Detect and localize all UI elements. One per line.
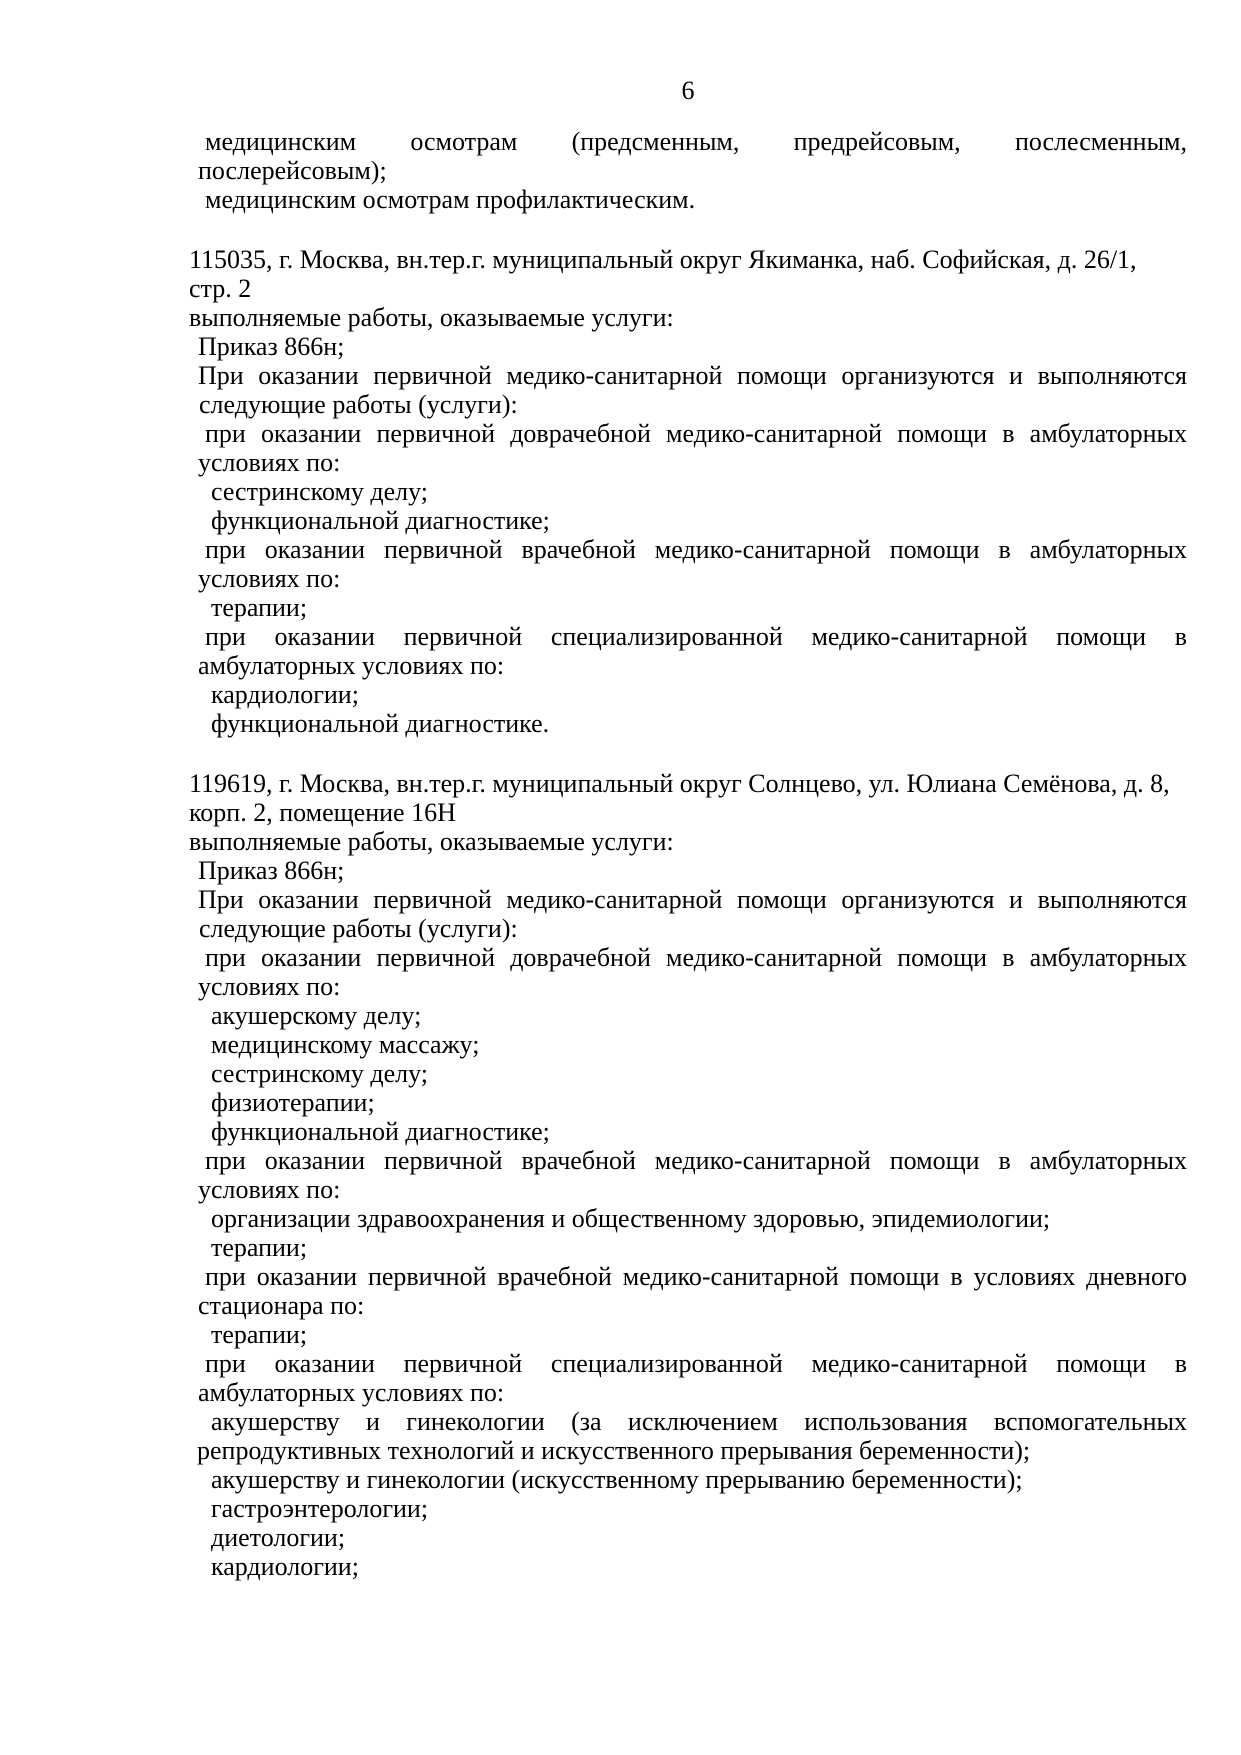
paragraph <box>189 593 1187 622</box>
text-line: кардиологии; <box>211 680 359 709</box>
paragraph <box>189 1349 1187 1407</box>
paragraph <box>189 856 1187 885</box>
paragraph <box>189 303 1187 332</box>
text-line: корп. 2, помещение 16Н <box>189 798 456 827</box>
paragraph <box>189 185 1187 214</box>
paragraph <box>189 680 1187 709</box>
paragraph <box>189 769 1187 827</box>
text-line: следующие работы (услуги): <box>199 390 518 419</box>
paragraph <box>189 709 1187 738</box>
text-line: условиях по: <box>198 972 341 1001</box>
paragraph <box>189 1262 1187 1320</box>
paragraph <box>189 1204 1187 1233</box>
paragraph <box>189 477 1187 506</box>
text-line: 115035, г. Москва, вн.тер.г. муниципальный округ Якиманка, наб. Софийская, д. 26/1, <box>189 245 1137 274</box>
text-line: гастроэнтерологии; <box>211 1494 429 1523</box>
text-line: медицинским осмотрам (предсменным, предрейсовым, послесменным, <box>205 127 1187 156</box>
paragraph <box>189 332 1187 361</box>
text-line: акушерству и гинекологии (за исключением использования вспомогательных <box>211 1407 1187 1436</box>
text-line: функциональной диагностике. <box>211 709 550 738</box>
text-line: диетологии; <box>211 1523 346 1552</box>
page-number: 6 <box>681 76 695 105</box>
text-line: условиях по: <box>198 448 341 477</box>
paragraph <box>189 1088 1187 1117</box>
text-line: при оказании первичной врачебной медико-санитарной помощи в условиях дневного <box>205 1262 1187 1291</box>
paragraph <box>189 1001 1187 1030</box>
text-line: Приказ 866н; <box>198 332 345 361</box>
text-line: медицинским осмотрам профилактическим. <box>205 185 696 214</box>
text-line: функциональной диагностике; <box>211 506 550 535</box>
paragraph <box>189 827 1187 856</box>
text-line: стационара по: <box>198 1291 365 1320</box>
text-line: При оказании первичной медико-санитарной помощи организуются и выполняются <box>198 885 1187 914</box>
text-line: послерейсовым); <box>198 156 387 185</box>
text-line: Приказ 866н; <box>198 856 345 885</box>
paragraph <box>189 622 1187 680</box>
address-block-115035 <box>189 245 1187 738</box>
text-line: при оказании первичной врачебной медико-санитарной помощи в амбулаторных <box>205 1146 1187 1175</box>
address-block-119619 <box>189 769 1187 1581</box>
text-line: выполняемые работы, оказываемые услуги: <box>189 303 674 332</box>
text-line: терапии; <box>211 1233 308 1262</box>
text-line: медицинскому массажу; <box>211 1030 480 1059</box>
paragraph <box>189 1523 1187 1552</box>
text-line: кардиологии; <box>211 1552 359 1581</box>
text-line: следующие работы (услуги): <box>199 914 518 943</box>
text-line: при оказании первичной доврачебной медико-санитарной помощи в амбулаторных <box>205 943 1187 972</box>
text-line: амбулаторных условиях по: <box>198 651 505 680</box>
text-line: физиотерапии; <box>211 1088 375 1117</box>
text-line: сестринскому делу; <box>211 1059 429 1088</box>
text-line: амбулаторных условиях по: <box>198 1378 505 1407</box>
text-line: условиях по: <box>198 564 341 593</box>
paragraph <box>189 361 1187 419</box>
text-line: терапии; <box>211 1320 308 1349</box>
paragraph <box>189 1059 1187 1088</box>
text-line: акушерству и гинекологии (искусственному прерыванию беременности); <box>211 1465 1023 1494</box>
paragraph <box>189 943 1187 1001</box>
paragraph <box>189 885 1187 943</box>
text-line: условиях по: <box>198 1175 341 1204</box>
text-line: при оказании первичной специализированной медико-санитарной помощи в <box>205 1349 1187 1378</box>
text-line: терапии; <box>211 593 308 622</box>
paragraph <box>189 535 1187 593</box>
text-line: при оказании первичной врачебной медико-санитарной помощи в амбулаторных <box>205 535 1187 564</box>
paragraph <box>189 1320 1187 1349</box>
text-line: организации здравоохранения и общественному здоровью, эпидемиологии; <box>211 1204 1051 1233</box>
paragraph <box>189 1117 1187 1146</box>
paragraph <box>189 1552 1187 1581</box>
paragraph <box>189 1494 1187 1523</box>
document-body <box>189 127 1187 1581</box>
paragraph <box>189 506 1187 535</box>
paragraph <box>189 1030 1187 1059</box>
text-line: стр. 2 <box>189 274 252 303</box>
text-line: выполняемые работы, оказываемые услуги: <box>189 827 674 856</box>
text-line: акушерскому делу; <box>211 1001 422 1030</box>
paragraph <box>189 1407 1187 1465</box>
text-line: 119619, г. Москва, вн.тер.г. муниципальный округ Солнцево, ул. Юлиана Семёнова, д. 8, <box>189 769 1170 798</box>
paragraph <box>189 127 1187 185</box>
text-line: функциональной диагностике; <box>211 1117 550 1146</box>
paragraph <box>189 245 1187 303</box>
text-line: репродуктивных технологий и искусственного прерывания беременности); <box>197 1436 1031 1465</box>
text-line: сестринскому делу; <box>211 477 429 506</box>
text-line: При оказании первичной медико-санитарной помощи организуются и выполняются <box>198 361 1187 390</box>
text-line: при оказании первичной специализированной медико-санитарной помощи в <box>205 622 1187 651</box>
paragraph <box>189 1465 1187 1494</box>
paragraph <box>189 419 1187 477</box>
paragraph <box>189 1146 1187 1204</box>
paragraph <box>189 1233 1187 1262</box>
continuation-items <box>189 127 1187 214</box>
text-line: при оказании первичной доврачебной медико-санитарной помощи в амбулаторных <box>205 419 1187 448</box>
